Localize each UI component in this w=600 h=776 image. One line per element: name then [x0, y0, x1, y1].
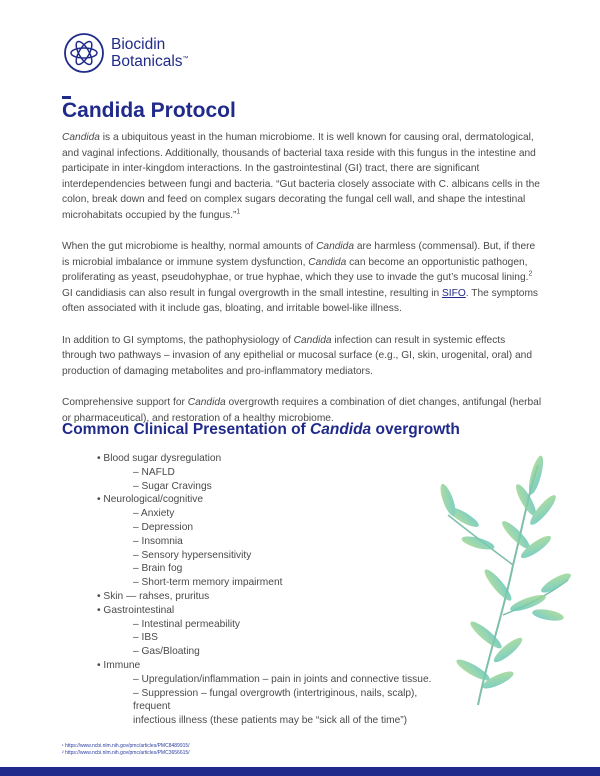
list-subitem: – Sensory hypersensitivity — [133, 549, 252, 561]
section-heading-italic: Candida — [310, 421, 372, 438]
paragraph-1 — [62, 130, 542, 223]
list-item: • Neurological/cognitive — [97, 494, 204, 506]
brand-logo — [63, 31, 189, 75]
p2-text-b: are harmless (commensal). But, if there is microbial imbalance or immune system dysfunction, — [62, 241, 536, 268]
p2-text-e: . The symptoms often associated with it include gas, bloating, and irritable bowel-like illness. — [62, 287, 539, 314]
footnote-1[interactable]: ¹ https://www.ncbi.nlm.nih.gov/pmc/articles/PMC8489915/ — [62, 743, 190, 749]
footnote-2[interactable]: ² https://www.ncbi.nlm.nih.gov/pmc/articles/PMC3656615/ — [62, 750, 190, 756]
italic-candida: Candida — [187, 397, 226, 408]
list-subitem: – Suppression – fungal overgrowth (intertriginous, nails, scalp), frequent — [133, 687, 418, 713]
italic-candida: Candida — [62, 132, 100, 143]
p3-text-b: infection can result in systemic effects through two pathways – invasion of any epithelial or mucosal surface (e.g., GI, skin, urogenital, oral) and production of damaging metabolites and pro-inflammatory mediators. — [62, 334, 533, 377]
list-subitem: – Intestinal permeability — [133, 618, 241, 630]
footnotes — [62, 743, 190, 757]
section-heading-b: overgrowth — [371, 421, 460, 438]
p4-text-a: Comprehensive support for — [62, 397, 188, 408]
paragraph-3 — [62, 333, 542, 380]
symptom-list — [97, 452, 437, 728]
p2-text-a: When the gut microbiome is healthy, normal amounts of — [62, 241, 317, 252]
footnote-ref-2: 2 — [528, 270, 533, 278]
list-subitem: – Depression — [133, 521, 194, 533]
paragraph-1-text: is a ubiquitous yeast in the human microbiome. It is well known for causing oral, dermatological, and vaginal infections. Additionally, thousands of bacterial taxa reside with this fungus in the intestine and participate in inter-kingdom interactions. In the gastrointestinal (GI) tract, there are significant interdependencies between fungi and bacteria. “Gut bacteria closely associate with C. albicans cells in the colon, break down and feed on complex sugars decorating the fungal cell wall, and shape the intestinal microhabitats occupied by the fungus.” — [62, 132, 540, 221]
brand-line1: Biocidin — [111, 36, 166, 53]
brand-name — [111, 36, 189, 70]
list-subitem: – Insomnia — [133, 535, 183, 547]
footnote-ref-1: 1 — [236, 208, 241, 216]
list-item: • Gastrointestinal — [97, 604, 175, 616]
p2-text-c: can become an opportunistic pathogen, proliferating as yeast, pseudohyphae, or true hyphae, which they use to invade the gut’s mucosal lining. — [62, 256, 529, 283]
list-subitem: – Short-term memory impairment — [133, 577, 283, 589]
list-subitem: – Brain fog — [133, 563, 183, 575]
page-title: Candida Protocol — [62, 99, 236, 122]
olive-branch-illustration — [418, 455, 573, 705]
section-heading — [62, 421, 460, 439]
intro-body — [62, 130, 542, 442]
list-subitem: – Gas/Bloating — [133, 646, 200, 658]
list-subitem: – Sugar Cravings — [133, 480, 212, 492]
p3-text-a: In addition to GI symptoms, the pathophysiology of — [62, 334, 294, 346]
brand-tm: ™ — [182, 55, 189, 62]
list-item: • Skin — rahses, pruritus — [97, 590, 210, 602]
list-subitem: – NAFLD — [133, 466, 175, 478]
footer-bar — [0, 767, 600, 776]
italic-candida: Candida — [293, 334, 332, 346]
brand-line2: Botanicals — [111, 53, 183, 70]
p4-text-b: overgrowth requires a combination of diet changes, antifungal (herbal or pharmaceutical), and restoration of a healthy microbiome. — [62, 397, 542, 424]
section-heading-a: Common Clinical Presentation of — [62, 421, 311, 438]
list-subitem: – IBS — [133, 632, 158, 644]
list-item: • Immune — [97, 659, 141, 671]
list-subitem-continuation: infectious illness (these patients may be “sick all of the time”) — [133, 715, 408, 727]
sifo-link[interactable]: SIFO — [441, 287, 466, 299]
list-subitem: – Anxiety — [133, 508, 175, 520]
list-item: • Blood sugar dysregulation — [97, 453, 222, 464]
italic-candida: Candida — [308, 256, 347, 268]
italic-candida: Candida — [316, 241, 355, 252]
paragraph-2 — [62, 239, 542, 317]
p2-text-d: GI candidiasis can also result in fungal overgrowth in the small intestine, resulting in — [62, 287, 442, 299]
biocidin-ring-logo-icon — [63, 32, 105, 74]
list-subitem: – Upregulation/inflammation – pain in joints and connective tissue. — [133, 673, 432, 685]
